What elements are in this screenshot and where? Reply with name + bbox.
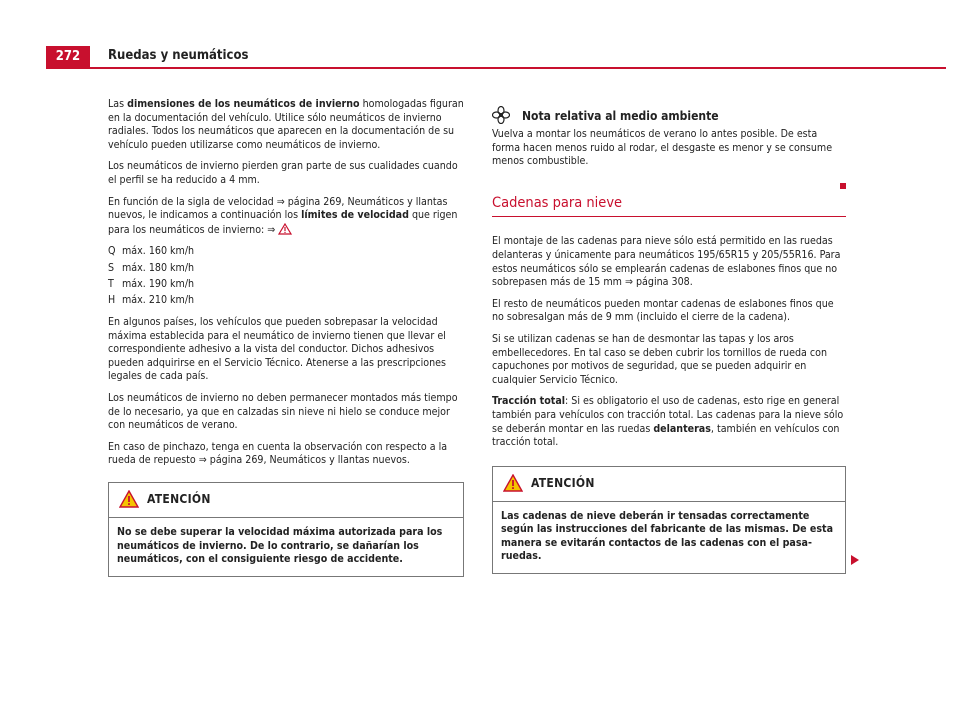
paragraph-chains-other: El resto de neumáticos pueden montar cadenas de eslabones finos que no sobresalgan más de 9 mm (incluido el cierre de la cadena). [492, 297, 834, 324]
warning-triangle-icon [119, 490, 139, 508]
environment-note-header [492, 104, 846, 128]
list-item: T máx. 190 km/h [108, 277, 195, 290]
paragraph-duration: Los neumáticos de invierno no deben permanecer montados más tiempo de lo necesario, ya que en calzadas sin nieve ni hielo se conduce mejor con neumáticos de verano. [108, 392, 458, 432]
warning-text: No se debe superar la velocidad máxima autorizada para los neumáticos de invierno. De lo contrario, se dañarían los neumáticos, con el consiguiente riesgo de accidente. [117, 526, 443, 566]
page-number: 272 [46, 46, 90, 68]
page-header [0, 0, 960, 70]
flower-icon [492, 106, 510, 124]
speed-limits-list [108, 245, 464, 310]
paragraph-speed-intro: En función de la sigla de velocidad ⇒ página 269, Neumáticos y llantas nuevos, le indicamos a continuación los límites de velocidad que rigen para los neumáticos de invierno: ⇒ [108, 195, 458, 236]
list-item: S máx. 180 km/h [108, 261, 195, 274]
continue-arrow-icon [851, 555, 859, 565]
paragraph-hubcaps: Si se utilizan cadenas se han de desmontar las tapas y los aros embellecedores. En tal caso se deben cubrir los tornillos de rueda con capuchones por motivos de seguridad, que se pueden adquirir en cualquier Servicio Técnico. [492, 332, 827, 386]
left-column [108, 98, 464, 577]
paragraph-adhesive: En algunos países, los vehículos que pueden sobrepasar la velocidad máxima establecida para el neumático de invierno tienen que llevar el correspondiente adhesivo a la vista del conductor. Dichos adhesivos pueden adquirirse en el Servicio Técnico. Atenerse a las prescripciones legales de cada país. [108, 316, 446, 383]
right-column [492, 104, 846, 574]
paragraph-profile: Los neumáticos de invierno pierden gran parte de sus cualidades cuando el perfil se ha reducido a 4 mm. [108, 160, 458, 186]
environment-note-title: Nota relativa al medio ambiente [522, 109, 719, 123]
section-title: Cadenas para nieve [492, 197, 846, 218]
paragraph-chains-front: El montaje de las cadenas para nieve sólo está permitido en las ruedas delanteras y únicamente para neumáticos 195/65R15 y 205/55R16. Para estos neumáticos sólo se emplearán cadenas de eslabones finos que no sobrepasen más de 15 mm ⇒ página 308. [492, 235, 841, 289]
list-item: Q máx. 160 km/h [108, 245, 195, 258]
warning-title: ATENCIÓN [531, 475, 595, 490]
list-item: H máx. 210 km/h [108, 293, 195, 306]
paragraph-dimensions: Las dimensiones de los neumáticos de invierno homologadas figuran en la documentación del vehículo. Utilice sólo neumáticos de invierno radiales. Todos los neumáticos que aparecen en la documentación de su vehículo pueden utilizarse como neumáticos de invierno. [108, 98, 464, 151]
end-of-section-icon [840, 183, 846, 189]
warning-box-speed [108, 482, 464, 577]
warning-reference-icon [278, 223, 292, 235]
paragraph-awd: Tracción total: Si es obligatorio el uso de cadenas, esto rige en general también para vehículos con tracción total. Las cadenas para la nieve sólo se deberán montar en las ruedas delanteras, también en vehículos con tracción total. [492, 395, 844, 449]
warning-triangle-icon [503, 474, 523, 492]
chapter-title: Ruedas y neumáticos [108, 48, 249, 63]
paragraph-puncture: En caso de pinchazo, tenga en cuenta la observación con respecto a la rueda de repuesto ⇒ página 269, Neumáticos y llantas nuevos. [108, 440, 448, 467]
warning-text: Las cadenas de nieve deberán ir tensadas correctamente según las instrucciones del fabricante de las mismas. De esta manera se evitarán contactos de las cadenas con el pasa-ruedas. [501, 509, 834, 563]
warning-box-chains [492, 466, 846, 574]
warning-title: ATENCIÓN [147, 492, 211, 507]
header-rule [46, 67, 946, 69]
environment-note-text: Vuelva a montar los neumáticos de verano lo antes posible. De esta forma hacen menos ruido al rodar, el desgaste es menor y se consume menos combustible. [492, 128, 846, 169]
